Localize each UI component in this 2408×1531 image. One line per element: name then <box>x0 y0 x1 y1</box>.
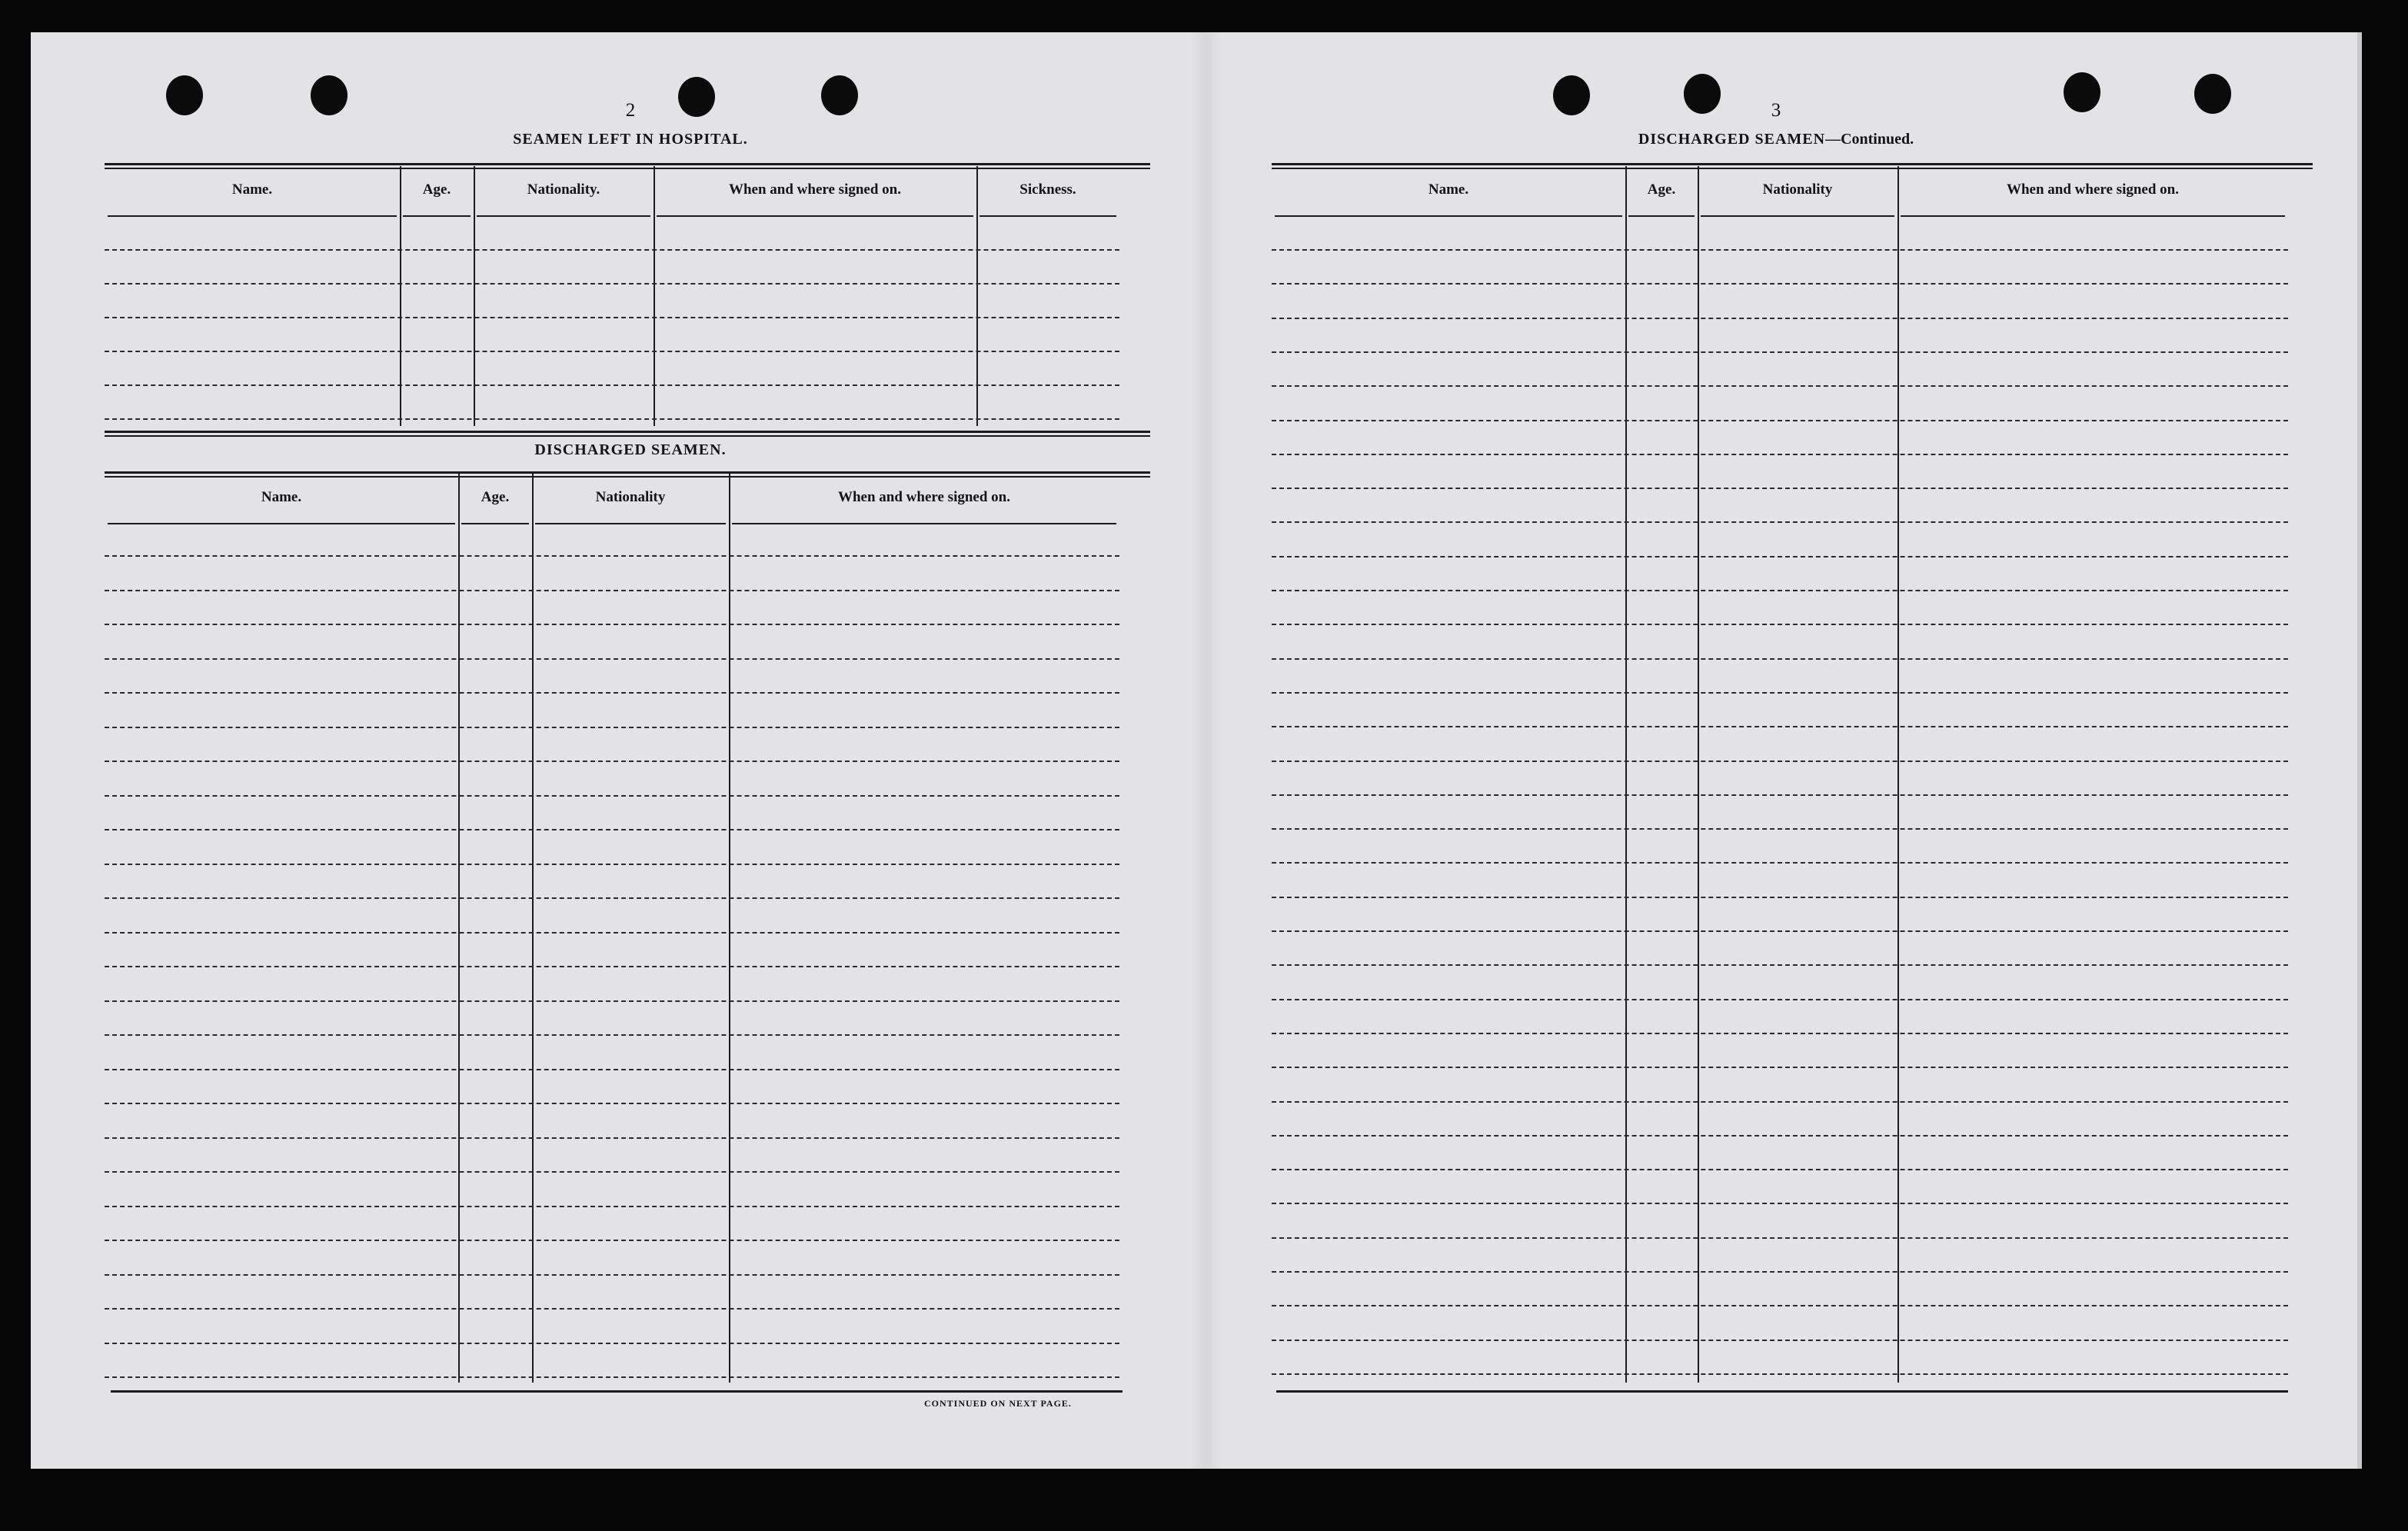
discharged-continued-column-divider <box>1698 166 1699 1383</box>
discharged-continued-ruled-line <box>1272 283 2288 285</box>
discharged-continued-ruled-line <box>1272 964 2288 966</box>
discharged-continued-ruled-line <box>1272 726 2288 727</box>
discharged-continued-ruled-line <box>1272 1340 2288 1341</box>
discharged-continued-header-underline <box>1901 215 2285 217</box>
discharged-continued-col-header: Nationality <box>1762 181 1833 198</box>
discharged-ruled-line <box>105 1308 1119 1310</box>
hospital-column-divider <box>976 166 978 426</box>
discharged-continued-ruled-line <box>1272 420 2288 421</box>
ledger-sheet <box>31 32 2362 1469</box>
discharged-ruled-line <box>105 1171 1119 1173</box>
hospital-header-underline <box>477 215 650 217</box>
discharged-continued-ruled-line <box>1272 454 2288 455</box>
discharged-continued-ruled-line <box>1272 1101 2288 1103</box>
discharged-continued-ruled-line <box>1272 1237 2288 1239</box>
punch-hole <box>678 77 715 117</box>
hospital-col-header: Name. <box>231 181 273 198</box>
punch-hole <box>1684 74 1721 114</box>
hospital-col-header: Age. <box>422 181 451 198</box>
discharged-header-underline <box>108 523 455 524</box>
discharged-ruled-line <box>105 1000 1119 1002</box>
hospital-ruled-line <box>105 418 1119 420</box>
discharged-continued-ruled-line <box>1272 624 2288 625</box>
discharged-ruled-line <box>105 1034 1119 1036</box>
section-title-discharged-seamen-continued <box>1545 131 2007 148</box>
discharged-continued-ruled-line <box>1272 351 2288 353</box>
page-number-left: 2 <box>625 100 636 121</box>
discharged-col-header: When and where signed on. <box>837 489 1010 505</box>
discharged-col-header: Name. <box>261 489 302 505</box>
section1-top-rule <box>105 163 1150 169</box>
hospital-ruled-line <box>105 283 1119 285</box>
punch-hole <box>166 75 203 115</box>
discharged-continued-header-underline <box>1628 215 1695 217</box>
hospital-ruled-line <box>105 317 1119 318</box>
discharged-continued-ruled-line <box>1272 897 2288 898</box>
hospital-column-divider <box>654 166 655 426</box>
discharged-ruled-line <box>105 864 1119 865</box>
section2-top-rule <box>105 471 1150 478</box>
discharged-col-header: Age. <box>481 489 510 505</box>
punch-hole <box>311 75 348 115</box>
discharged-continued-ruled-line <box>1272 488 2288 489</box>
discharged-continued-col-header: When and where signed on. <box>2006 181 2179 198</box>
discharged-ruled-line <box>105 590 1119 591</box>
discharged-continued-col-header: Name. <box>1428 181 1469 198</box>
discharged-column-divider <box>458 474 460 1383</box>
discharged-continued-column-divider <box>1625 166 1627 1383</box>
discharged-continued-ruled-line <box>1272 521 2288 523</box>
hospital-header-underline <box>403 215 471 217</box>
discharged-continued-ruled-line <box>1272 1305 2288 1306</box>
section-title-seamen-left-in-hospital: SEAMEN LEFT IN HOSPITAL. <box>513 131 748 148</box>
discharged-ruled-line <box>105 932 1119 934</box>
discharged-continued-ruled-line <box>1272 1203 2288 1204</box>
hospital-column-divider <box>400 166 401 426</box>
discharged-ruled-line <box>105 1240 1119 1241</box>
hospital-header-underline <box>657 215 973 217</box>
discharged-ruled-line <box>105 624 1119 625</box>
hospital-ruled-line <box>105 249 1119 251</box>
discharged-ruled-line <box>105 795 1119 797</box>
discharged-ruled-line <box>105 1069 1119 1070</box>
hospital-ruled-line <box>105 384 1119 386</box>
title-main: DISCHARGED SEAMEN <box>1638 131 1826 148</box>
discharged-column-divider <box>729 474 730 1383</box>
discharged-continued-ruled-line <box>1272 385 2288 387</box>
section-title-discharged-seamen: DISCHARGED SEAMEN. <box>534 441 727 458</box>
punch-hole <box>821 75 858 115</box>
discharged-ruled-line <box>105 727 1119 728</box>
discharged-continued-header-underline <box>1275 215 1622 217</box>
hospital-header-underline <box>979 215 1116 217</box>
punch-hole <box>2064 72 2100 112</box>
discharged-continued-ruled-line <box>1272 930 2288 932</box>
discharged-continued-ruled-line <box>1272 1067 2288 1068</box>
discharged-continued-column-divider <box>1897 166 1899 1383</box>
discharged-continued-ruled-line <box>1272 318 2288 319</box>
discharged-col-header: Nationality <box>595 489 666 505</box>
discharged-ruled-line <box>105 897 1119 899</box>
discharged-continued-ruled-line <box>1272 249 2288 251</box>
discharged-ruled-line <box>105 1343 1119 1344</box>
hospital-col-header: Nationality. <box>527 181 600 198</box>
sheet-edge <box>2357 32 2362 1469</box>
page-spine <box>1190 32 1222 1469</box>
section1-bottom-rule <box>105 431 1150 437</box>
discharged-ruled-line <box>105 829 1119 830</box>
discharged-continued-ruled-line <box>1272 1033 2288 1034</box>
discharged-header-underline <box>732 523 1116 524</box>
hospital-col-header: When and where signed on. <box>728 181 901 198</box>
discharged-ruled-line <box>105 761 1119 762</box>
discharged-ruled-line <box>105 658 1119 660</box>
discharged-continued-ruled-line <box>1272 658 2288 660</box>
discharged-continued-ruled-line <box>1272 556 2288 557</box>
discharged-continued-col-header: Age. <box>1647 181 1676 198</box>
discharged-continued-ruled-line <box>1272 794 2288 796</box>
discharged-continued-ruled-line <box>1272 1135 2288 1137</box>
discharged-ruled-line <box>105 1206 1119 1207</box>
discharged-continued-ruled-line <box>1272 761 2288 762</box>
hospital-column-divider <box>474 166 475 426</box>
discharged-ruled-line <box>105 1274 1119 1276</box>
right-page-bottom-rule <box>1276 1390 2288 1393</box>
punch-hole <box>2194 74 2231 114</box>
discharged-ruled-line <box>105 966 1119 967</box>
discharged-column-divider <box>532 474 534 1383</box>
page-number-right: 3 <box>1771 100 1781 121</box>
discharged-ruled-line <box>105 1137 1119 1139</box>
left-page-bottom-rule <box>111 1390 1123 1393</box>
discharged-continued-ruled-line <box>1272 828 2288 830</box>
discharged-header-underline <box>461 523 529 524</box>
discharged-continued-ruled-line <box>1272 692 2288 694</box>
discharged-continued-ruled-line <box>1272 1271 2288 1273</box>
continued-note: CONTINUED ON NEXT PAGE. <box>924 1398 1072 1409</box>
discharged-continued-ruled-line <box>1272 1373 2288 1375</box>
discharged-continued-ruled-line <box>1272 862 2288 864</box>
hospital-ruled-line <box>105 351 1119 352</box>
discharged-continued-ruled-line <box>1272 590 2288 591</box>
discharged-continued-ruled-line <box>1272 1169 2288 1170</box>
discharged-ruled-line <box>105 1103 1119 1104</box>
discharged-ruled-line <box>105 692 1119 694</box>
discharged-ruled-line <box>105 555 1119 557</box>
hospital-header-underline <box>108 215 397 217</box>
discharged-continued-header-underline <box>1701 215 1894 217</box>
discharged-continued-ruled-line <box>1272 999 2288 1000</box>
discharged-header-underline <box>535 523 726 524</box>
hospital-col-header: Sickness. <box>1019 181 1076 198</box>
punch-hole <box>1553 75 1590 115</box>
title-continued: —Continued. <box>1825 131 1914 148</box>
discharged-ruled-line <box>105 1376 1119 1378</box>
right-top-rule <box>1272 163 2313 169</box>
